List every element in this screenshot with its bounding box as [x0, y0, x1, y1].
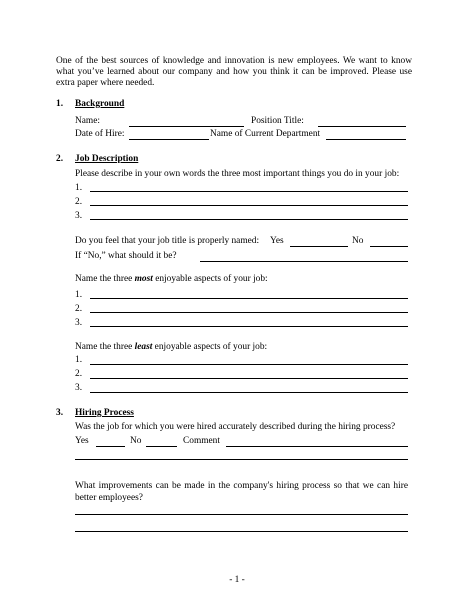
least-item-number: 1. [75, 355, 83, 365]
job-title-no-input-line[interactable] [370, 246, 408, 247]
position-title-input-line[interactable] [318, 126, 406, 127]
job-item-number: 2. [75, 197, 83, 207]
most-emphasis: most [134, 274, 153, 284]
section-1-title: Background [75, 99, 125, 109]
least-item-input-line[interactable] [90, 364, 408, 365]
improvements-input-line[interactable] [75, 514, 408, 515]
date-of-hire-input-line[interactable] [129, 139, 209, 140]
hiring-no-label: No [130, 436, 142, 446]
least-item-input-line[interactable] [90, 378, 408, 379]
least-enjoyable-prompt [75, 343, 267, 352]
job-title-question: Do you feel that your job title is properly named: [75, 236, 260, 246]
if-no-input-line[interactable] [200, 261, 408, 262]
most-item-number: 3. [75, 318, 83, 328]
section-3-number: 3. [56, 408, 64, 418]
section-2-number: 2. [56, 154, 64, 164]
most-prompt-suffix: enjoyable aspects of your job: [152, 274, 268, 284]
date-of-hire-label: Date of Hire: [75, 129, 125, 139]
job-item-number: 1. [75, 183, 83, 193]
hiring-comment-extra-line[interactable] [75, 459, 408, 460]
job-title-no-label: No [352, 236, 364, 246]
job-item-input-line[interactable] [90, 191, 408, 192]
job-item-input-line[interactable] [90, 205, 408, 206]
job-item-input-line[interactable] [90, 219, 408, 220]
intro-paragraph: One of the best sources of knowledge and innovation is new employees. We want to know what you’ve learned about our company and how you think it can be improved. Please use extra paper where needed. [56, 56, 412, 89]
most-item-input-line[interactable] [90, 312, 408, 313]
if-no-question: If “No,” what should it be? [75, 251, 177, 261]
hiring-yes-input-line[interactable] [96, 446, 125, 447]
most-item-number: 1. [75, 290, 83, 300]
job-title-yes-label: Yes [270, 236, 284, 246]
position-title-label: Position Title: [251, 116, 304, 126]
hiring-accuracy-question: Was the job for which you were hired accurately described during the hiring process? [75, 422, 396, 432]
least-item-number: 2. [75, 369, 83, 379]
least-prompt-prefix: Name the three [75, 342, 135, 352]
least-item-number: 3. [75, 383, 83, 393]
hiring-yes-label: Yes [75, 436, 89, 446]
current-department-input-line[interactable] [326, 139, 406, 140]
most-enjoyable-prompt [75, 275, 268, 284]
improvements-input-line[interactable] [75, 531, 408, 532]
name-input-line[interactable] [129, 126, 244, 127]
page-number: - 1 - [229, 575, 245, 585]
section-1-number: 1. [56, 99, 64, 109]
most-item-number: 2. [75, 304, 83, 314]
job-item-number: 3. [75, 211, 83, 221]
most-prompt-prefix: Name the three [75, 274, 135, 284]
current-department-label: Name of Current Department [210, 129, 321, 139]
hiring-comment-label: Comment [183, 436, 220, 446]
section-3-title: Hiring Process [75, 408, 134, 418]
most-item-input-line[interactable] [90, 298, 408, 299]
job-description-prompt: Please describe in your own words the three most important things you do in your job: [75, 169, 400, 179]
job-title-yes-input-line[interactable] [290, 246, 348, 247]
name-label: Name: [75, 116, 100, 126]
least-item-input-line[interactable] [90, 392, 408, 393]
hiring-comment-input-line[interactable] [226, 446, 408, 447]
hiring-improvements-question: What improvements can be made in the company's hiring process so that we can hire better employees? [75, 481, 408, 503]
most-item-input-line[interactable] [90, 326, 408, 327]
least-emphasis: least [134, 342, 153, 352]
least-prompt-suffix: enjoyable aspects of your job: [152, 342, 268, 352]
hiring-no-input-line[interactable] [146, 446, 177, 447]
section-2-title: Job Description [75, 154, 139, 164]
